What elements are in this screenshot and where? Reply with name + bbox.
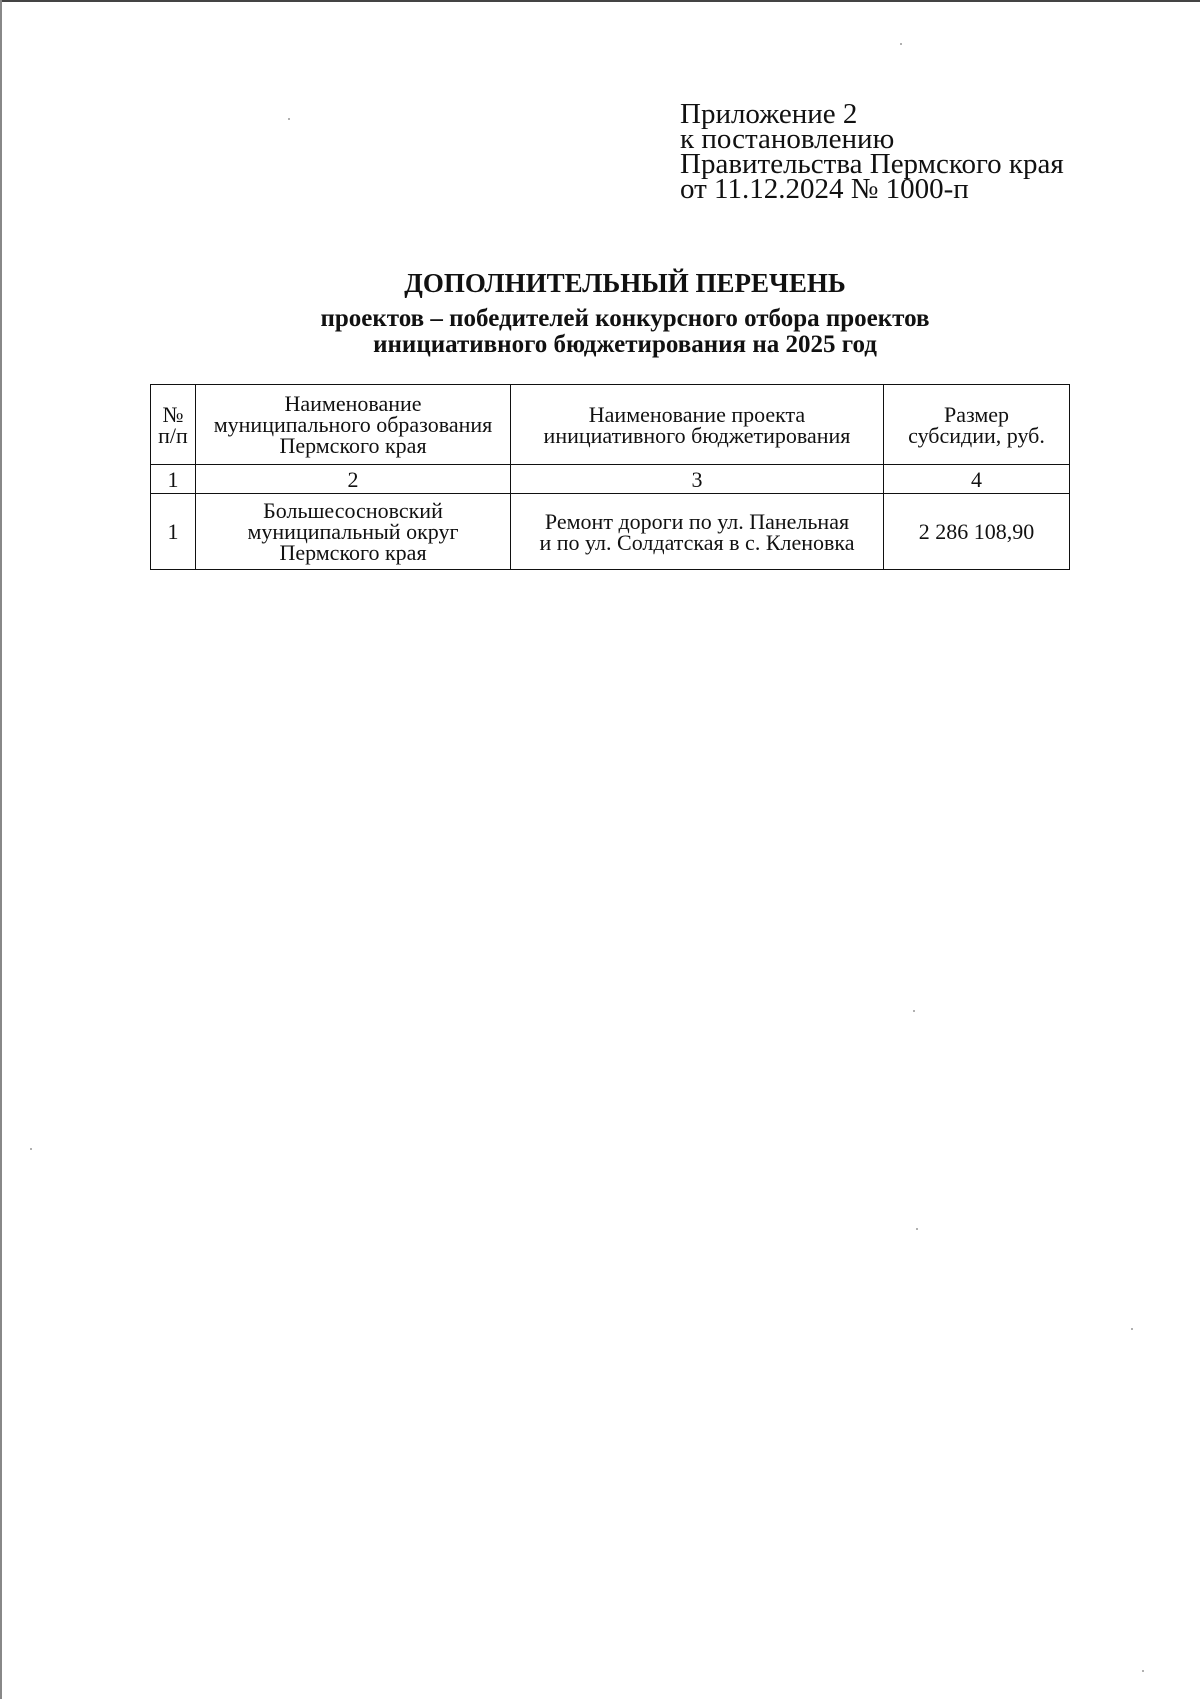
appendix-line: Правительства Пермского края — [680, 148, 1064, 180]
appendix-line: от 11.12.2024 № 1000-п — [680, 173, 969, 205]
header-line: п/п — [158, 422, 188, 448]
header-line: Наименование проекта — [588, 401, 806, 427]
header-line: Пермского края — [279, 433, 427, 458]
scan-speck — [1142, 1670, 1144, 1672]
header-subsidy — [884, 385, 1070, 465]
row-project — [511, 494, 884, 570]
row-number: 1 — [151, 494, 196, 570]
header-line: Наименование — [284, 391, 422, 416]
header-line: муниципального образования — [213, 412, 493, 437]
header-project — [511, 385, 884, 465]
cell-line: Пермского края — [279, 540, 427, 565]
subtitle-line: инициативного бюджетирования на 2025 год — [373, 331, 877, 358]
header-line: № — [162, 401, 184, 427]
row-municipality — [196, 494, 511, 570]
scan-speck — [288, 118, 290, 120]
cell-line: Ремонт дороги по ул. Панельная — [544, 508, 850, 534]
header-line: субсидии, руб. — [908, 422, 1045, 448]
row-subsidy: 2 286 108,90 — [884, 494, 1070, 570]
scan-speck — [900, 43, 902, 45]
scan-speck — [916, 1228, 918, 1230]
scan-speck — [30, 1148, 32, 1150]
document-subtitle — [0, 306, 1200, 358]
column-number: 4 — [884, 465, 1070, 494]
table-header-row — [151, 385, 1070, 465]
subtitle-line: проектов – победителей конкурсного отбора проектов — [320, 305, 930, 332]
appendix-line: Приложение 2 — [680, 98, 858, 130]
header-line: инициативного бюджетирования — [543, 422, 851, 448]
scan-speck — [913, 1010, 915, 1012]
page-edge-top — [0, 0, 1200, 2]
header-number — [151, 385, 196, 465]
appendix-line: к постановлению — [680, 123, 895, 155]
column-number: 1 — [151, 465, 196, 494]
document-title: ДОПОЛНИТЕЛЬНЫЙ ПЕРЕЧЕНЬ — [404, 268, 846, 298]
projects-table — [150, 384, 1070, 570]
header-line: Размер — [943, 401, 1010, 427]
column-number: 2 — [196, 465, 511, 494]
cell-line: муниципальный округ — [247, 519, 459, 544]
cell-line: и по ул. Солдатская в с. Кленовка — [539, 529, 855, 555]
column-number: 3 — [511, 465, 884, 494]
cell-line: Большесосновский — [263, 498, 443, 523]
page-edge-left — [0, 0, 2, 1699]
column-number-row — [151, 465, 1070, 494]
table-row — [151, 494, 1070, 570]
appendix-note — [680, 98, 1180, 205]
header-municipality — [196, 385, 511, 465]
scan-speck — [1131, 1328, 1133, 1330]
